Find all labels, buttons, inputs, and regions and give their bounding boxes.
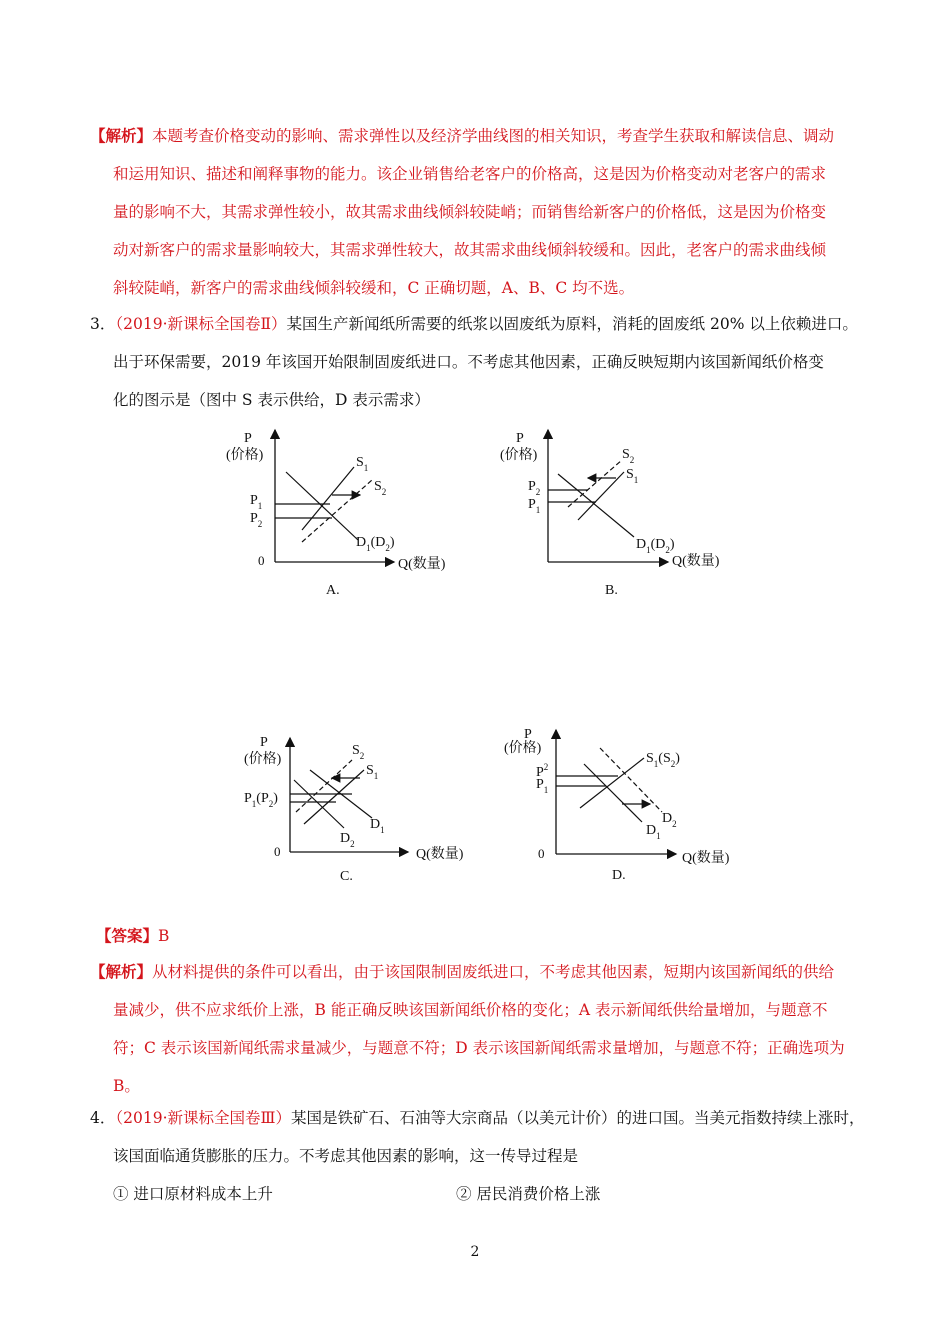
analysis-block-3 [90,953,870,1105]
s-label: $S_1(S_2)$ [646,751,680,769]
question-source: （2019·新课标全国卷Ⅱ） [115,315,287,333]
axis-p-label: P [244,431,252,446]
analysis-line: 动对新客户的需求量影响较大，其需求弹性较大，故其需求曲线倾斜较缓和。因此，老客户的需求曲线倾 [113,241,827,259]
d1-label: $D_1$ [646,823,661,841]
supply-curve-s2 [302,480,372,542]
axis-price-label: (价格) [500,448,538,463]
origin-label: 0 [258,553,265,568]
option-1: ① 进口原材料成本上升 [113,1185,273,1203]
question-line: 化的图示是（图中 S 表示供给，D 表示需求） [113,391,430,409]
analysis-line: 量的影响不大，其需求弹性较小，故其需求曲线倾斜较陡峭；而销售给新客户的价格低，这是因为价格变 [113,203,827,221]
question-number: 4． [90,1109,116,1127]
caption-c: C. [340,869,353,884]
caption-d: D. [612,868,626,883]
question-number: 3． [90,315,116,333]
figure-a [222,422,462,600]
analysis-line: 斜较陡峭，新客户的需求曲线倾斜较缓和，C 正确切题，A、B、C 均不选。 [113,279,635,297]
analysis-line: 符；C 表示该国新闻纸需求量减少，与题意不符；D 表示该国新闻纸需求量增加，与题意不符；正确选项为 [113,1039,845,1057]
s2-label: $S_2$ [374,479,387,497]
axis-p-label: P [516,431,524,446]
p2-label: $P_2$ [250,511,263,529]
question-line: 出于环保需要，2019 年该国开始限制固废纸进口。不考虑其他因素，正确反映短期内该国新闻纸价格变 [113,353,824,371]
question-source: （2019·新课标全国卷Ⅲ） [115,1109,291,1127]
caption-b: B. [605,583,618,598]
supply-curve-s1 [302,467,354,530]
d2-label: $D_2$ [662,811,677,829]
axis-p-label: P [524,727,532,742]
analysis-line: 和运用知识、描述和阐释事物的能力。该企业销售给老客户的价格高，这是因为价格变动对老客户的需求 [113,165,827,183]
demand-curve-d1 [584,764,642,822]
axis-q-label: Q(数量) [672,554,720,569]
analysis-line: 【解析】本题考查价格变动的影响、需求弹性以及经济学曲线图的相关知识，考查学生获取和解读信息、调动 [90,126,835,145]
analysis-tag: 【解析】 [90,126,153,145]
origin-label: 0 [274,844,281,859]
p2-label: $P^2$ [536,762,549,780]
figure-c [240,732,480,888]
p2-label: $P_2$ [528,479,541,497]
figure-b [496,422,736,600]
s1-label: $S_1$ [626,467,639,485]
question-line: 4．（2019·新课标全国卷Ⅲ）某国是铁矿石、石油等大宗商品（以美元计价）的进口国。当美元指数持续上涨时， [90,1109,865,1127]
figure-d [500,724,750,888]
answer-tag: 【答案】 [96,926,159,945]
analysis-line: B。 [113,1077,140,1095]
d1-label: $D_1$ [370,817,385,835]
axis-price-label: (价格) [504,741,542,756]
p-label: $P_1(P_2)$ [244,791,278,809]
d2-label: $D_2$ [340,831,355,849]
caption-a: A. [326,583,340,598]
supply-curve-s2 [296,760,352,812]
origin-label: 0 [538,846,545,861]
s2-label: $S_2$ [622,447,635,465]
axis-q-label: Q(数量) [398,557,446,572]
question-3 [90,305,870,419]
axis-price-label: (价格) [226,448,264,463]
s1-label: $S_1$ [366,763,379,781]
axis-q-label: Q(数量) [416,847,464,862]
d-label: $D_1(D_2)$ [636,537,675,555]
demand-curve-d2 [294,780,344,828]
question-line: 3．（2019·新课标全国卷Ⅱ）某国生产新闻纸所需要的纸浆以固废纸为原料，消耗的固废纸 20% 以上依赖进口。 [90,315,858,333]
d-label: $D_1(D_2)$ [356,535,395,553]
supply-curve-s2 [568,460,622,507]
analysis-block-1 [90,117,870,307]
p1-label: $P_1$ [536,777,549,795]
question-4 [90,1099,870,1213]
p1-label: $P_1$ [250,493,263,511]
analysis-line: 【解析】从材料提供的条件可以看出，由于该国限制固废纸进口，不考虑其他因素，短期内该国新闻纸的供给 [90,962,835,981]
s2-label: $S_2$ [352,743,365,761]
page-number: 2 [470,1244,480,1260]
axis-price-label: (价格) [244,752,282,767]
answer-line [90,917,870,955]
s1-label: $S_1$ [356,455,369,473]
option-2: ② 居民消费价格上涨 [456,1185,601,1203]
options-row [90,1175,870,1213]
answer-value: B [158,927,170,945]
p1-label: $P_1$ [528,497,541,515]
axis-q-label: Q(数量) [682,851,730,866]
axis-p-label: P [260,735,268,750]
question-line: 该国面临通货膨胀的压力。不考虑其他因素的影响，这一传导过程是 [113,1147,579,1165]
analysis-line: 量减少，供不应求纸价上涨，B 能正确反映该国新闻纸价格的变化；A 表示新闻纸供给量增加，与题意不 [113,1001,828,1019]
analysis-tag: 【解析】 [90,962,153,981]
answer-3 [90,917,870,955]
